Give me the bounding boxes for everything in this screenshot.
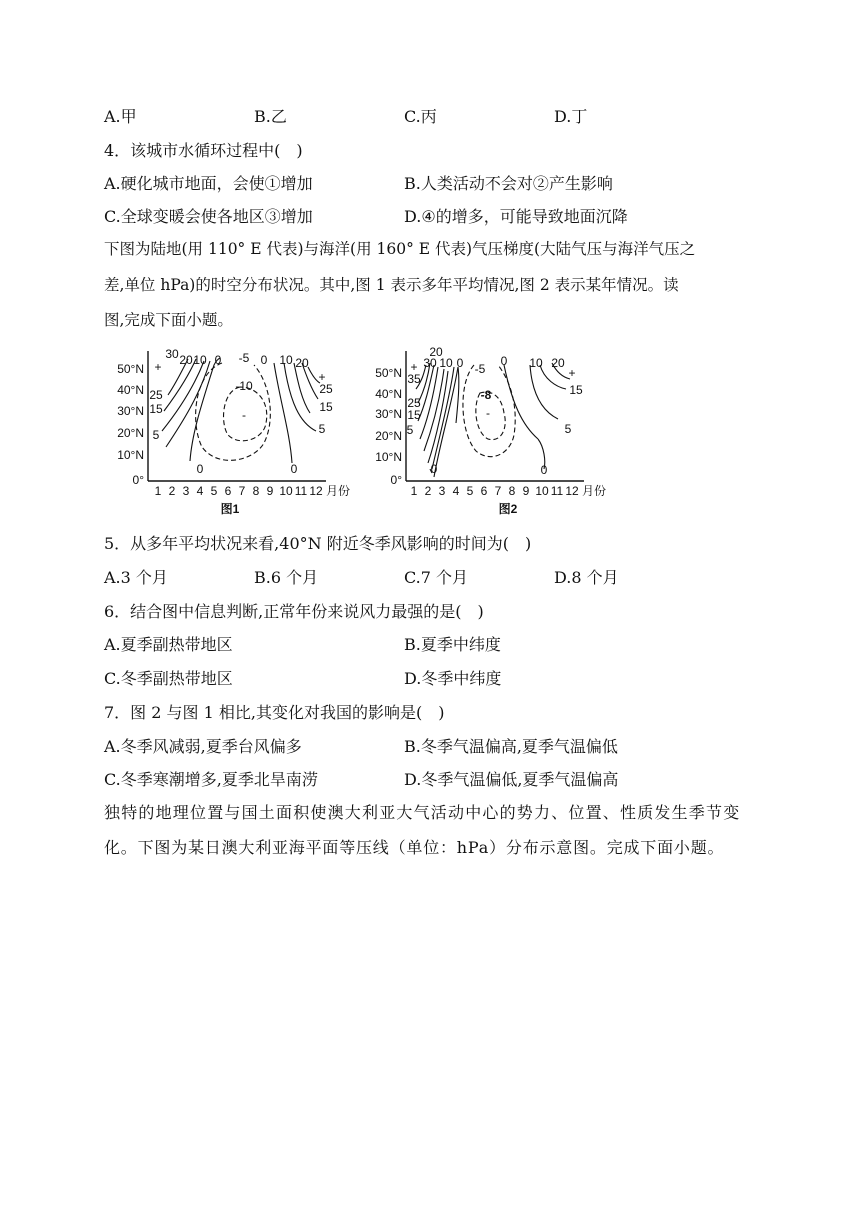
q7-option-d: D.冬季气温偏低,夏季气温偏高 (404, 770, 619, 789)
fig1-x-tick: 8 (252, 484, 260, 498)
figure-1 (104, 343, 354, 518)
fig2-x-tick: 11 (550, 484, 564, 498)
fig2-x-tick: 4 (452, 484, 460, 498)
fig1-label: 10 (279, 353, 293, 367)
fig1-y-tick: 10°N (117, 448, 144, 462)
fig1-x-tick: 4 (196, 484, 204, 498)
q3-option-d: D.丁 (554, 107, 588, 126)
fig2-x-tick: 2 (424, 484, 432, 498)
q5-option-b: B.6 个月 (254, 568, 319, 587)
fig1-x-tick: 5 (210, 484, 218, 498)
fig1-label: + (154, 360, 162, 374)
fig2-label: 20 (551, 356, 565, 370)
fig1-x-tick: 3 (182, 484, 190, 498)
intro1-line1: 下图为陆地(用 110° E 代表)与海洋(用 160° E 代表)气压梯度(大陆气压与海洋气压之 (104, 240, 696, 258)
fig2-y-tick: 40°N (375, 387, 402, 401)
intro1-line2: 差,单位 hPa)的时空分布状况。其中,图 1 表示多年平均情况,图 2 表示某年情况。读 (104, 276, 679, 294)
fig1-x-tick: 1 (154, 484, 162, 498)
fig1-label: 20 (295, 356, 309, 370)
intro1-line3: 图,完成下面小题。 (104, 311, 233, 329)
fig2-label: 0 (540, 463, 548, 477)
fig2-label: 25 (407, 396, 421, 410)
fig1-x-tick: 6 (224, 484, 232, 498)
fig2-y-tick: 20°N (375, 429, 402, 443)
q4-option-b: B.人类活动不会对②产生影响 (404, 174, 613, 193)
figure-2 (362, 343, 612, 518)
fig1-y-tick: 20°N (117, 426, 144, 440)
q6-option-b: B.夏季中纬度 (404, 635, 501, 654)
q3-option-b: B.乙 (254, 107, 287, 126)
fig1-x-tick: 2 (168, 484, 176, 498)
q6-option-c: C.冬季副热带地区 (104, 669, 233, 688)
fig2-x-tick: 10 (535, 484, 549, 498)
fig2-x-tick: 5 (466, 484, 474, 498)
q4-option-c: C.全球变暖会使各地区③增加 (104, 207, 313, 226)
fig2-x-tick: 6 (480, 484, 488, 498)
fig1-label: 15 (149, 402, 163, 416)
fig2-label: 10 (439, 356, 453, 370)
fig1-x-unit: 月份 (325, 484, 351, 498)
fig2-label: 0 (500, 354, 508, 368)
fig2-label: - (486, 406, 490, 420)
fig2-x-tick: 7 (494, 484, 502, 498)
fig1-label: 30 (165, 347, 179, 361)
fig1-label: -10 (235, 379, 253, 393)
fig1-label: 10 (193, 353, 207, 367)
fig2-label: 35 (407, 372, 421, 386)
fig1-label: - (242, 408, 246, 422)
q7-option-c: C.冬季寒潮增多,夏季北旱南涝 (104, 770, 318, 789)
fig2-x-tick: 12 (565, 484, 579, 498)
q4-option-a: A.硬化城市地面，会使①增加 (104, 174, 313, 193)
fig1-label: + (318, 370, 326, 384)
fig2-x-unit: 月份 (581, 484, 607, 498)
fig1-label: 0 (196, 462, 204, 476)
q5-option-c: C.7 个月 (404, 568, 469, 587)
fig2-label: 30 (423, 356, 437, 370)
fig1-label: 0 (260, 353, 268, 367)
fig2-y-tick: 0° (390, 473, 402, 487)
fig1-x-tick: 12 (309, 484, 323, 498)
q5-option-a: A.3 个月 (104, 568, 168, 587)
fig1-label: 15 (319, 400, 333, 414)
fig2-y-tick: 10°N (375, 450, 402, 464)
fig2-label: + (410, 360, 418, 374)
fig2-x-tick: 9 (522, 484, 530, 498)
fig2-label: 0 (456, 356, 464, 370)
fig2-label: 5 (406, 423, 414, 437)
fig2-label: -8 (480, 388, 492, 402)
fig2-x-tick: 1 (410, 484, 418, 498)
fig1-label: 0 (214, 353, 222, 367)
q6-stem: 6．结合图中信息判断,正常年份来说风力最强的是( ) (104, 602, 484, 621)
fig1-y-tick: 0° (132, 473, 144, 487)
fig2-label: -5 (474, 362, 486, 376)
q3-option-a: A.甲 (104, 107, 137, 126)
fig2-label: 0 (430, 462, 438, 476)
fig2-label: 5 (564, 422, 572, 436)
fig1-label: 5 (152, 428, 160, 442)
fig1-x-tick: 9 (266, 484, 274, 498)
fig2-x-tick: 3 (438, 484, 446, 498)
q5-stem: 5．从多年平均状况来看,40°N 附近冬季风影响的时间为( ) (104, 534, 532, 553)
fig2-caption: 图2 (498, 502, 518, 516)
fig2-y-tick: 50°N (375, 366, 402, 380)
fig2-label: 15 (569, 383, 583, 397)
q4-option-d: D.④的增多，可能导致地面沉降 (404, 207, 628, 226)
fig1-caption: 图1 (220, 502, 240, 516)
q3-option-c: C.丙 (404, 107, 437, 126)
fig2-y-tick: 30°N (375, 407, 402, 421)
fig1-x-tick: 10 (279, 484, 293, 498)
fig1-label: 0 (290, 462, 298, 476)
fig1-x-tick: 7 (238, 484, 246, 498)
intro2-line2: 化。下图为某日澳大利亚海平面等压线（单位：hPa）分布示意图。完成下面小题。 (104, 838, 725, 857)
q6-option-d: D.冬季中纬度 (404, 669, 502, 688)
fig2-label: 20 (429, 345, 443, 359)
fig1-x-tick: 11 (294, 484, 308, 498)
fig2-x-tick: 8 (508, 484, 516, 498)
q7-option-b: B.冬季气温偏高,夏季气温偏低 (404, 737, 618, 756)
fig1-label: -5 (238, 351, 250, 365)
q4-stem: 4．该城市水循环过程中( ) (104, 141, 303, 160)
fig2-label: 10 (529, 356, 543, 370)
q7-option-a: A.冬季风减弱,夏季台风偏多 (104, 737, 302, 756)
fig1-label: 25 (319, 382, 333, 396)
q5-option-d: D.8 个月 (554, 568, 619, 587)
fig1-y-tick: 40°N (117, 383, 144, 397)
fig1-label: 20 (179, 353, 193, 367)
fig1-y-tick: 30°N (117, 404, 144, 418)
fig1-label: 5 (318, 422, 326, 436)
q6-option-a: A.夏季副热带地区 (104, 635, 233, 654)
intro2-line1: 独特的地理位置与国土面积使澳大利亚大气活动中心的势力、位置、性质发生季节变 (104, 803, 741, 822)
fig2-label: + (568, 366, 576, 380)
q7-stem: 7．图 2 与图 1 相比,其变化对我国的影响是( ) (104, 703, 445, 722)
fig2-label: 15 (407, 408, 421, 422)
fig1-y-tick: 50°N (117, 362, 144, 376)
fig1-label: 25 (149, 388, 163, 402)
